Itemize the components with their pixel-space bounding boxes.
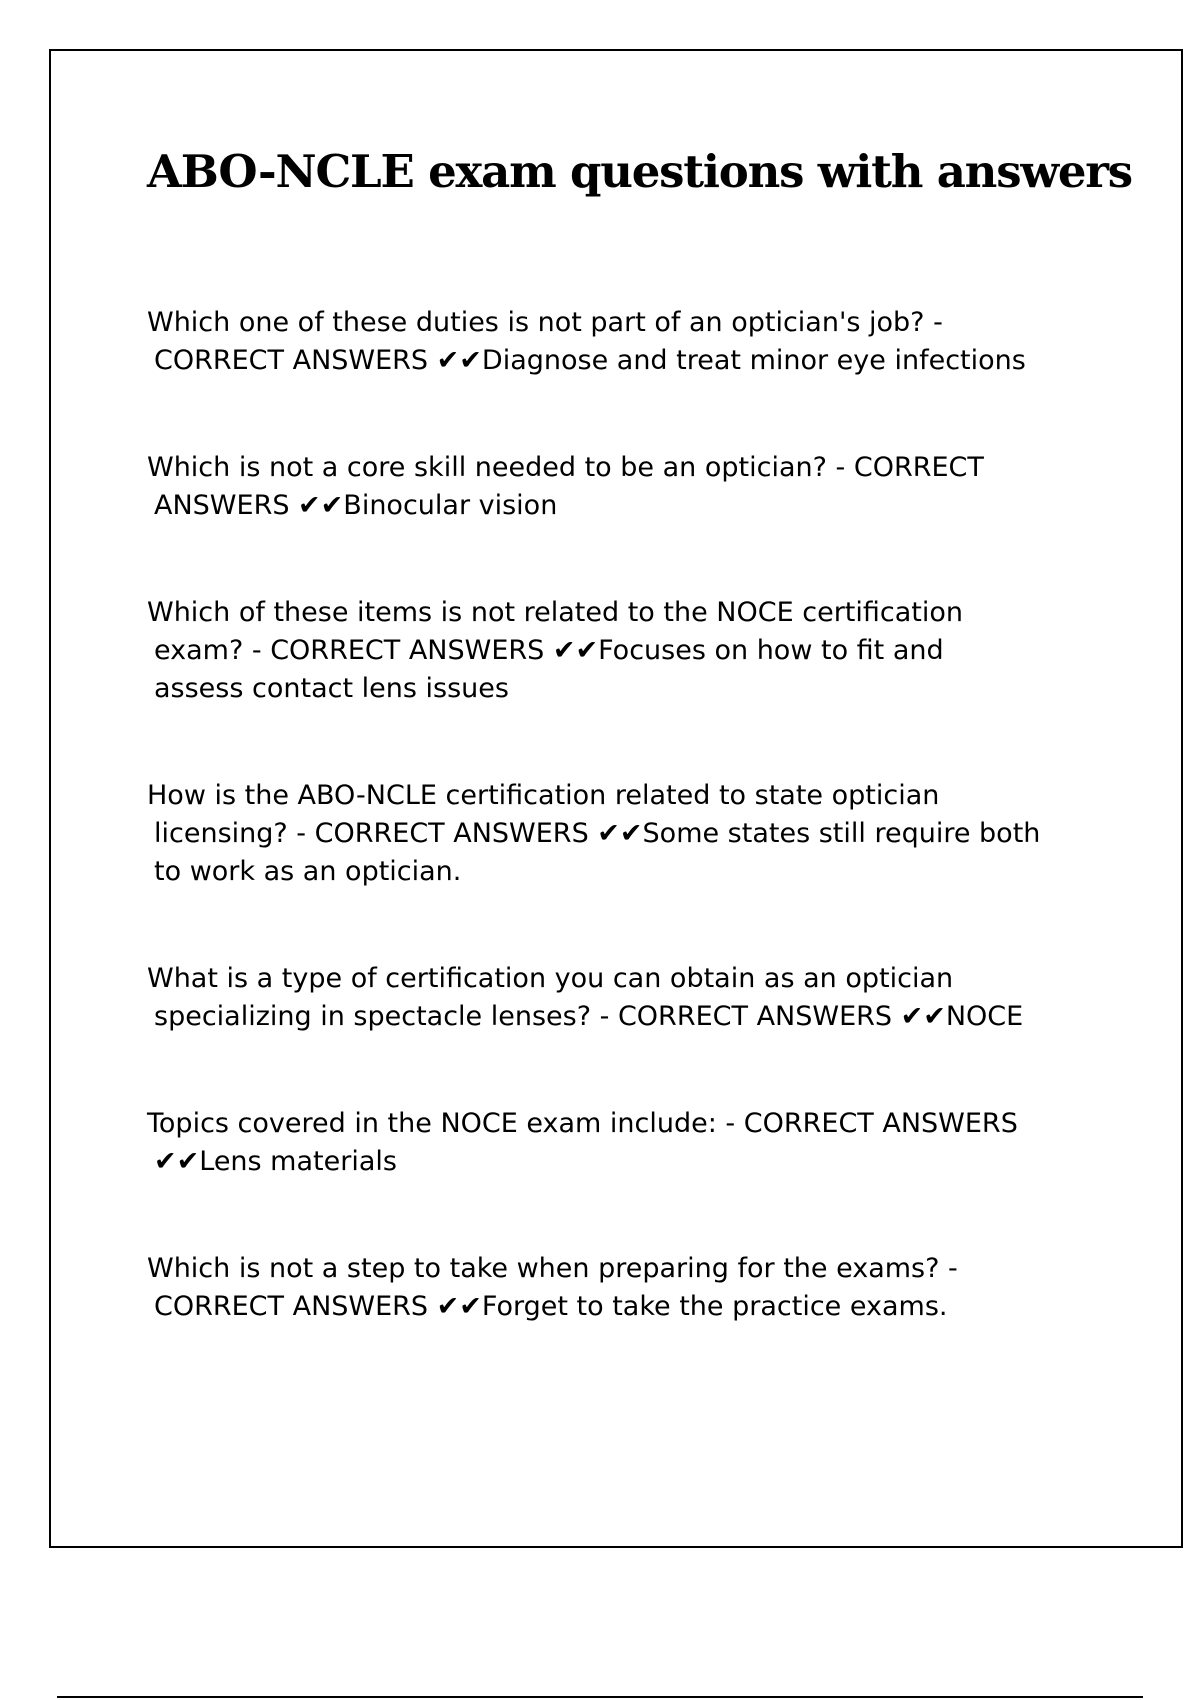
qa-line: Which is not a step to take when preparing for the exams? - [147, 1253, 958, 1284]
qa-line: ANSWERS ✔✔Binocular vision [154, 490, 558, 521]
qa-line: Which is not a core skill needed to be an optician? - CORRECT [147, 452, 984, 483]
qa-item-1 [147, 304, 1026, 380]
qa-line: ✔✔Lens materials [154, 1146, 397, 1177]
qa-line: Topics covered in the NOCE exam include: - CORRECT ANSWERS [147, 1108, 1018, 1139]
qa-line: Which of these items is not related to the NOCE certification [147, 597, 963, 628]
qa-line: specializing in spectacle lenses? - CORRECT ANSWERS ✔✔NOCE [154, 1001, 1024, 1032]
page-frame [49, 49, 1183, 1548]
qa-item-7 [147, 1250, 958, 1326]
qa-item-3 [147, 594, 963, 708]
qa-line: assess contact lens issues [154, 673, 509, 704]
qa-line: licensing? - CORRECT ANSWERS ✔✔Some states still require both [154, 818, 1041, 849]
qa-line: exam? - CORRECT ANSWERS ✔✔Focuses on how to fit and [154, 635, 944, 666]
qa-line: How is the ABO-NCLE certification related to state optician [147, 780, 940, 811]
footer-rule [57, 1696, 1143, 1698]
page-title: ABO-NCLE exam questions with answers [147, 145, 1132, 198]
qa-line: CORRECT ANSWERS ✔✔Diagnose and treat minor eye infections [154, 345, 1026, 376]
qa-line: to work as an optician. [154, 856, 462, 887]
qa-line: CORRECT ANSWERS ✔✔Forget to take the practice exams. [154, 1291, 948, 1322]
qa-item-2 [147, 449, 984, 525]
qa-line: Which one of these duties is not part of an optician's job? - [147, 307, 943, 338]
qa-item-5 [147, 960, 1023, 1036]
qa-item-6 [147, 1105, 1018, 1181]
qa-line: What is a type of certification you can obtain as an optician [147, 963, 954, 994]
qa-item-4 [147, 777, 1040, 891]
